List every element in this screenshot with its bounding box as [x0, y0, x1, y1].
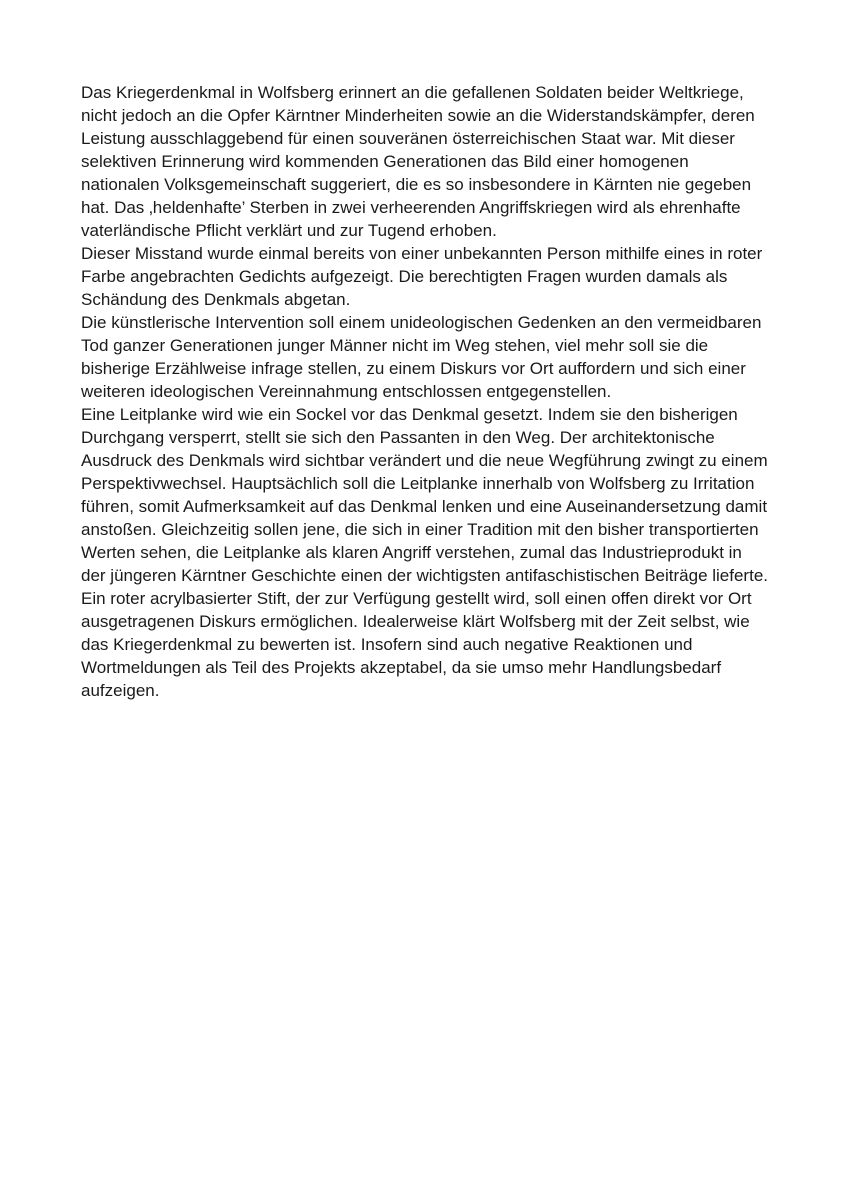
paragraph-1: Das Kriegerdenkmal in Wolfsberg erinnert an die gefallenen Soldaten beider Weltkriege, nicht jedoch an die Opfer Kärntner Minderheiten sowie an die Widerstandskämpfer, deren Leistung ausschlaggebend für einen souveränen österreichischen Staat war. Mit dieser selektiven Erinnerung wird kommenden Generationen das Bild einer homogenen nationalen Volksgemeinschaft suggeriert, die es so insbesondere in Kärnten nie gegeben hat. Das ‚heldenhafte’ Sterben in zwei verheerenden Angriffskriegen wird als ehrenhafte vaterländische Pflicht verklärt und zur Tugend erhoben.: [81, 83, 755, 240]
paragraph-4: Eine Leitplanke wird wie ein Sockel vor das Denkmal gesetzt. Indem sie den bisherigen Durchgang versperrt, stellt sie sich den Passanten in den Weg. Der architektonische Ausdruck des Denkmals wird sichtbar verändert und die neue Wegführung zwingt zu einem Perspektivwechsel. Hauptsächlich soll die Leitplanke innerhalb von Wolfsberg zu Irritation führen, somit Aufmerksamkeit auf das Denkmal lenken und eine Auseinandersetzung damit anstoßen. Gleichzeitig sollen jene, die sich in einer Tradition mit den bisher transportierten Werten sehen, die Leitplanke als klaren Angriff verstehen, zumal das Industrieprodukt in der jüngeren Kärntner Geschichte einen der wichtigsten antifaschistischen Beiträge lieferte.: [81, 405, 768, 585]
paragraph-5: Ein roter acrylbasierter Stift, der zur Verfügung gestellt wird, soll einen offen direkt vor Ort ausgetragenen Diskurs ermöglichen. Idealerweise klärt Wolfsberg mit der Zeit selbst, wie das Kriegerdenkmal zu bewerten ist. Insofern sind auch negative Reaktionen und Wortmeldungen als Teil des Projekts akzeptabel, da sie umso mehr Handlungsbedarf aufzeigen.: [81, 589, 752, 700]
paragraph-2: Dieser Misstand wurde einmal bereits von einer unbekannten Person mithilfe eines in roter Farbe angebrachten Gedichts aufgezeigt. Die berechtigten Fragen wurden damals als Schändung des Denkmals abgetan.: [81, 244, 763, 309]
paragraph-3: Die künstlerische Intervention soll einem unideologischen Gedenken an den vermeidbaren Tod ganzer Generationen junger Männer nicht im Weg stehen, viel mehr soll sie die bisherige Erzählweise infrage stellen, zu einem Diskurs vor Ort auffordern und sich einer weiteren ideologischen Vereinnahmung entschlossen entgegenstellen.: [81, 313, 762, 401]
body-text: [81, 81, 771, 702]
